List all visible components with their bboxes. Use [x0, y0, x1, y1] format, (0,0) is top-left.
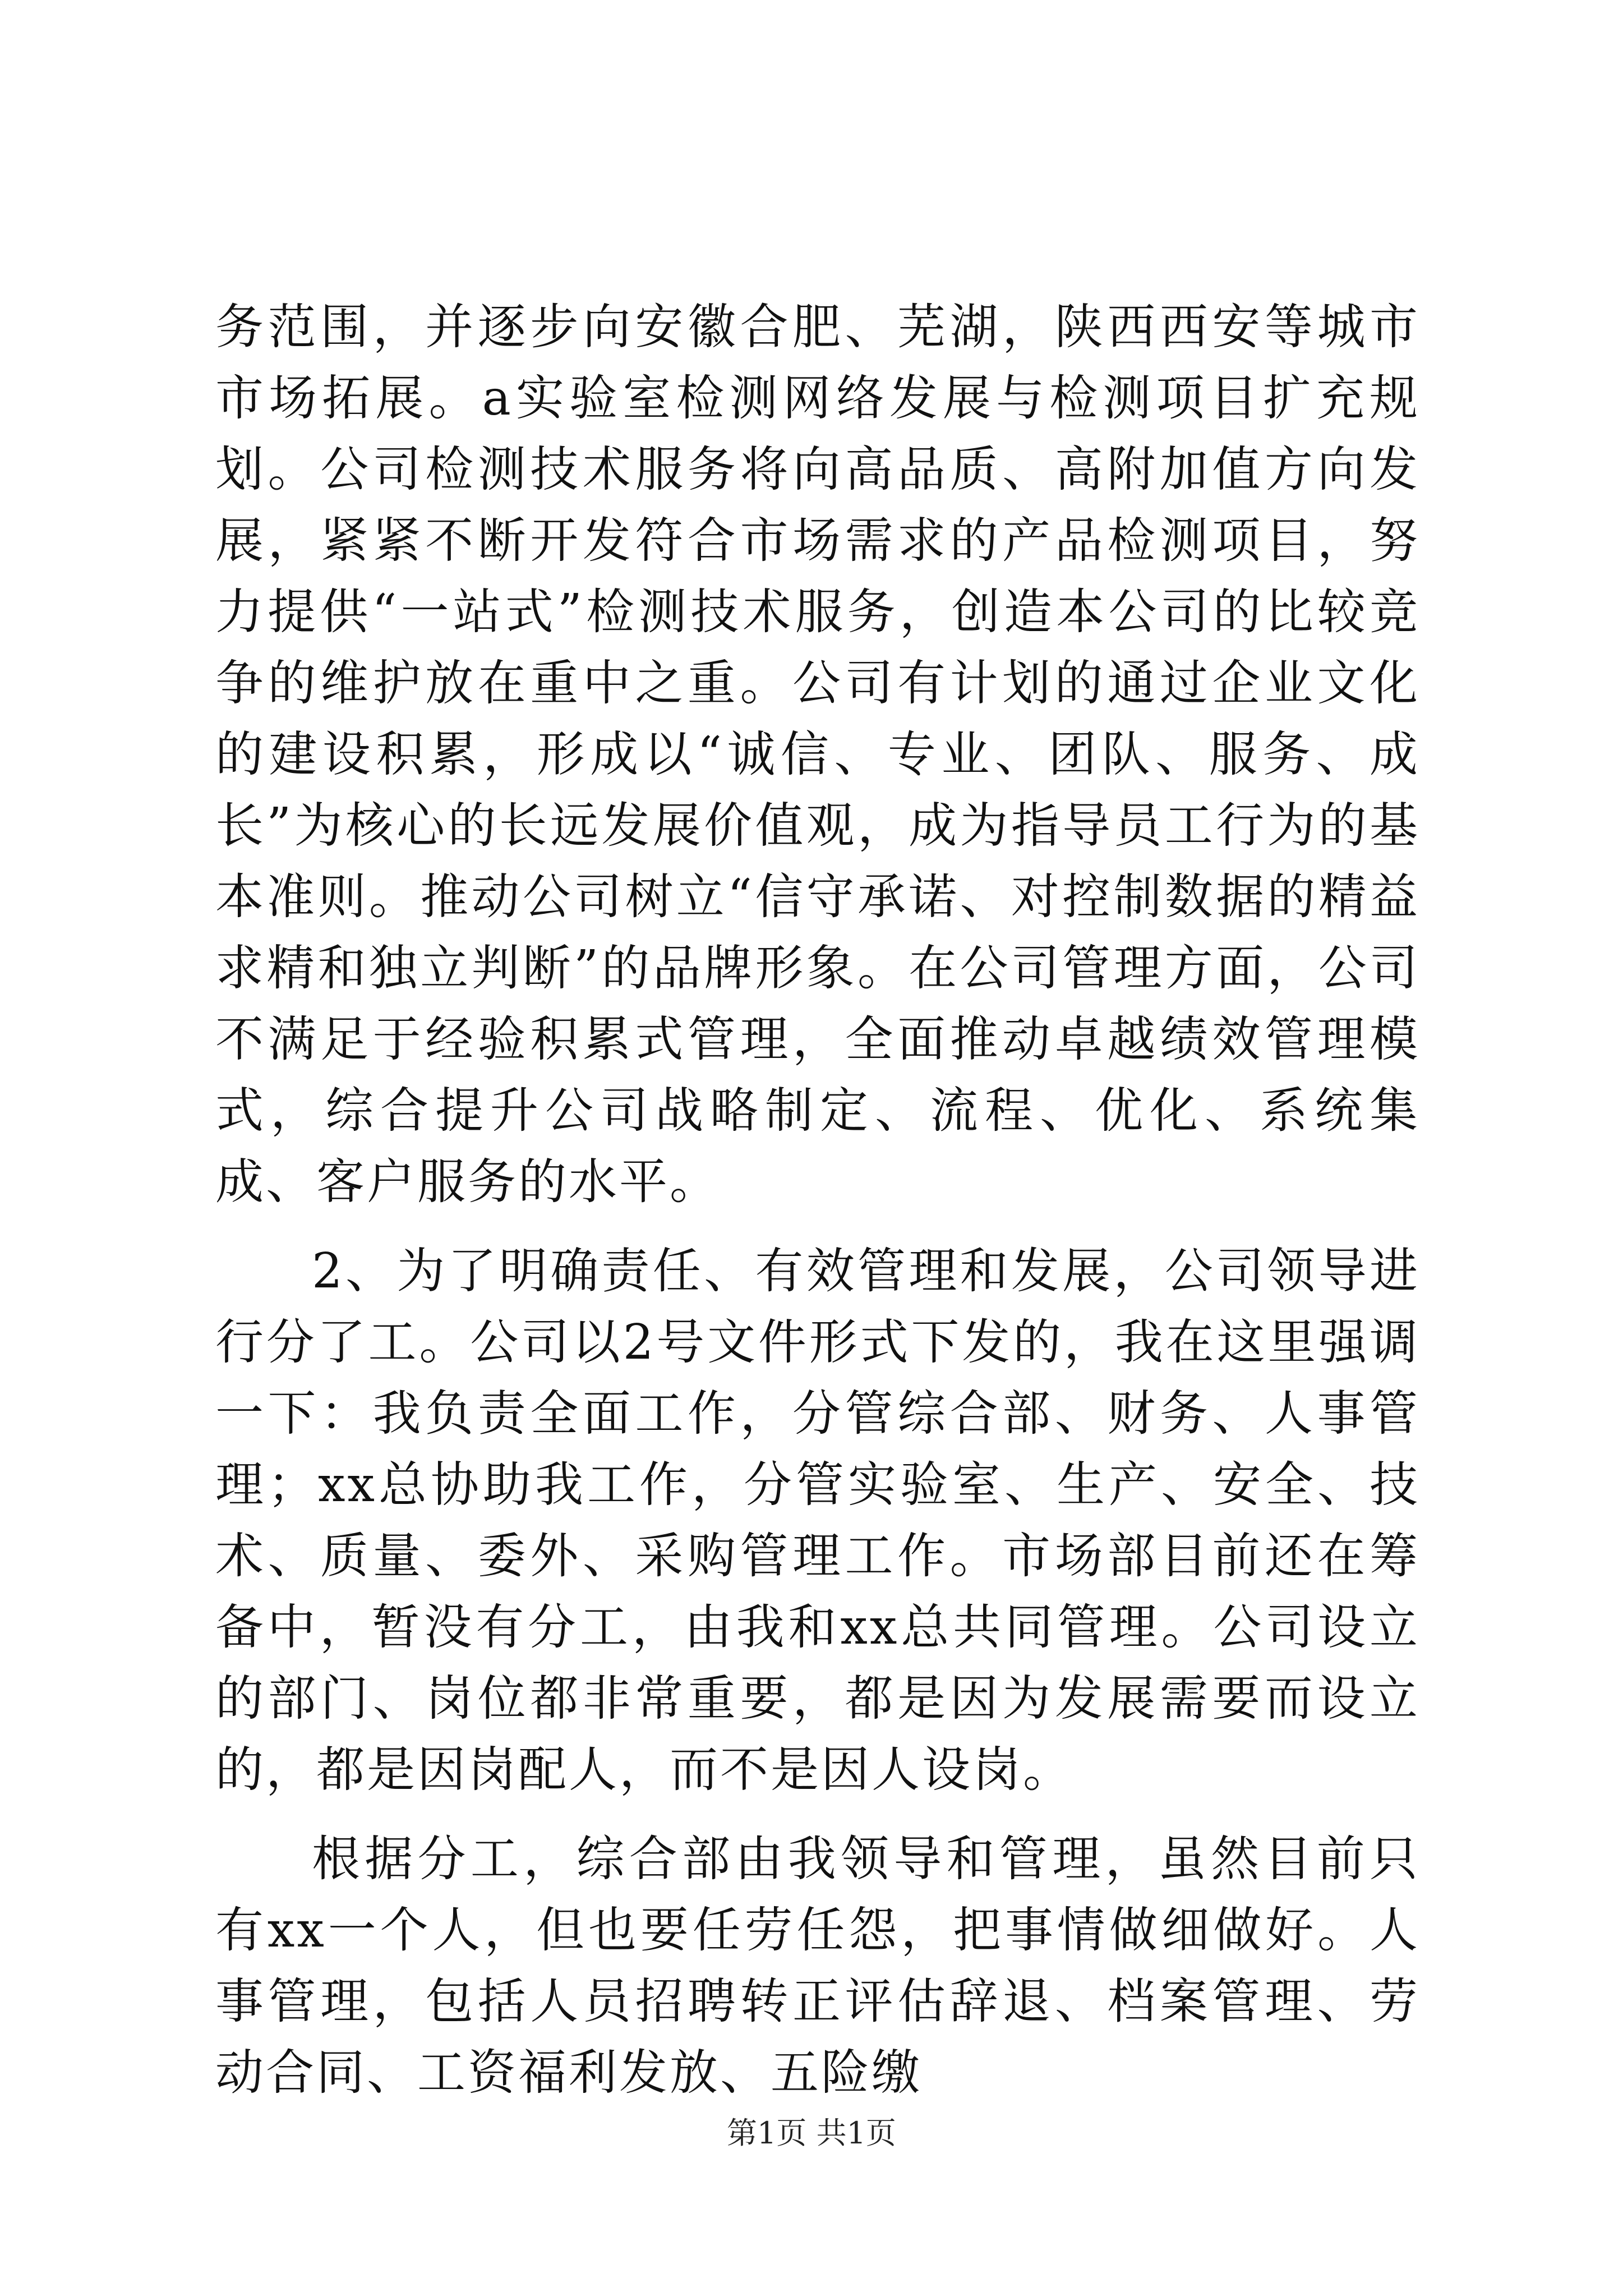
paragraph-general-department: 根据分工，综合部由我领导和管理，虽然目前只有xx一个人，但也要任劳任怨，把事情做细做好。人事管理，包括人员招聘转正评估辞退、档案管理、劳动合同、工资福利发放、五险缴	[215, 1831, 1420, 2101]
document-body	[215, 292, 1420, 2109]
page-footer: 第1页 共1页	[727, 2115, 896, 2151]
paragraph-division-of-labor: 2、为了明确责任、有效管理和发展，公司领导进行分了工。公司以2号文件形式下发的，我在这里强调一下：我负责全面工作，分管综合部、财务、人事管理；xx总协助我工作，分管实验室、生产、安全、技术、质量、委外、采购管理工作。市场部目前还在筹备中，暂没有分工，由我和xx总共同管理。公司设立的部门、岗位都非常重要，都是因为发展需要而设立的，都是因岗配人，而不是因人设岗。	[215, 1243, 1420, 1798]
paragraph-continued: 务范围，并逐步向安徽合肥、芜湖，陕西西安等城市市场拓展。a实验室检测网络发展与检测项目扩充规划。公司检测技术服务将向高品质、高附加值方向发展，紧紧不断开发符合市场需求的产品检测项目，努力提供“一站式”检测技术服务，创造本公司的比较竞争的维护放在重中之重。公司有计划的通过企业文化的建设积累，形成以“诚信、专业、团队、服务、成长”为核心的长远发展价值观，成为指导员工行为的基本准则。推动公司树立“信守承诺、对控制数据的精益求精和独立判断”的品牌形象。在公司管理方面，公司不满足于经验积累式管理，全面推动卓越绩效管理模式，综合提升公司战略制定、流程、优化、系统集成、客户服务的水平。	[215, 299, 1420, 1210]
